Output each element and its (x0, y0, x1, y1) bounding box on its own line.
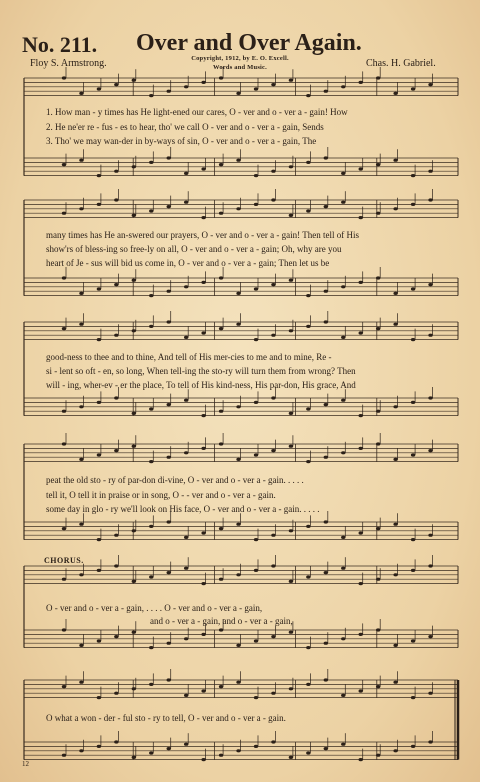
note-head (376, 628, 380, 631)
note-head (341, 536, 345, 539)
note-head (306, 161, 310, 164)
note-head (219, 410, 223, 413)
note-head (79, 458, 83, 461)
note-head (324, 678, 328, 681)
note-head (167, 456, 171, 459)
note-head (149, 407, 153, 410)
lyric-s2-verse1: many times has He an-swered our prayers, O - ver and o - ver a - gain! Then tell of His (46, 230, 359, 240)
note-head (254, 287, 258, 290)
note-head (219, 628, 223, 631)
note-head (428, 534, 432, 537)
note-head (341, 451, 345, 454)
note-head (167, 205, 171, 208)
note-head (167, 642, 171, 645)
note-head (219, 527, 223, 530)
note-head (97, 745, 101, 748)
note-head (167, 320, 171, 323)
note-head (219, 212, 223, 215)
note-head (376, 327, 380, 330)
note-head (271, 170, 275, 173)
note-head (79, 159, 83, 162)
note-head (376, 442, 380, 445)
note-head (79, 681, 83, 684)
note-head (271, 740, 275, 743)
note-head (254, 338, 258, 341)
note-head (376, 410, 380, 413)
note-head (236, 292, 240, 295)
note-head (376, 754, 380, 757)
note-head (306, 407, 310, 410)
note-head (201, 689, 205, 692)
note-head (114, 198, 118, 201)
lyric-s4-verse3: some day in glo - ry we'll look on His face, O - ver and o - ver a - gain. . . . . (46, 504, 320, 514)
music-staff (24, 387, 458, 417)
note-head (132, 279, 136, 282)
note-head (201, 633, 205, 636)
note-head (62, 212, 66, 215)
note-head (219, 442, 223, 445)
note-head (393, 749, 397, 752)
note-head (254, 639, 258, 642)
note-head (393, 681, 397, 684)
note-head (114, 334, 118, 337)
note-head (201, 447, 205, 450)
note-head (62, 276, 66, 279)
note-head (219, 76, 223, 79)
note-head (289, 165, 293, 168)
note-head (271, 635, 275, 638)
note-head (411, 287, 415, 290)
note-head (359, 81, 363, 84)
note-head (62, 685, 66, 688)
page-mark: 12 (22, 760, 29, 768)
note-head (132, 445, 136, 448)
lyric-chorus-line1: O - ver and o - ver a - gain, . . . . O - ver and o - ver a - gain, (46, 603, 263, 613)
note-head (306, 751, 310, 754)
note-head (324, 456, 328, 459)
note-head (79, 644, 83, 647)
note-head (289, 329, 293, 332)
note-head (167, 678, 171, 681)
note-head (324, 90, 328, 93)
note-head (97, 569, 101, 572)
note-head (359, 331, 363, 334)
note-head (359, 758, 363, 761)
note-head (359, 167, 363, 170)
note-head (201, 331, 205, 334)
note-head (289, 687, 293, 690)
note-head (149, 94, 153, 97)
note-head (97, 538, 101, 541)
note-head (324, 571, 328, 574)
note-head (359, 633, 363, 636)
note-head (324, 205, 328, 208)
note-head (376, 276, 380, 279)
note-head (236, 207, 240, 210)
note-head (411, 203, 415, 206)
music-staff (24, 669, 458, 699)
note-head (393, 573, 397, 576)
note-head (201, 531, 205, 534)
note-head (254, 203, 258, 206)
note-head (428, 564, 432, 567)
note-head (236, 644, 240, 647)
lyricist: Floy S. Armstrong. (30, 58, 107, 69)
note-head (428, 83, 432, 86)
note-head (97, 401, 101, 404)
note-head (359, 689, 363, 692)
note-head (201, 81, 205, 84)
note-head (149, 209, 153, 212)
note-head (97, 696, 101, 699)
note-head (149, 294, 153, 297)
note-head (306, 460, 310, 463)
note-head (306, 325, 310, 328)
note-head (149, 325, 153, 328)
note-head (341, 567, 345, 570)
note-head (411, 401, 415, 404)
note-head (289, 756, 293, 759)
note-head (79, 207, 83, 210)
lyric-s3-verse2: si - lent so oft - en, so long, When tell-ing the sto-ry will turn them from wrong? Then (46, 366, 356, 376)
note-head (359, 216, 363, 219)
note-head (149, 575, 153, 578)
note-head (184, 336, 188, 339)
note-head (167, 571, 171, 574)
note-head (184, 637, 188, 640)
note-head (219, 327, 223, 330)
note-head (79, 405, 83, 408)
note-head (167, 747, 171, 750)
note-head (428, 283, 432, 286)
note-head (149, 525, 153, 528)
note-head (79, 523, 83, 526)
lyric-s4-verse2: tell it, O tell it in praise or in song, O - - ver and o - ver a - gain. (46, 490, 276, 500)
note-head (184, 285, 188, 288)
lyric-s2-verse2: show'rs of bless-ing so free-ly on all, O - ver and o - ver a - gain; Oh, why are you (46, 244, 342, 254)
note-head (219, 578, 223, 581)
note-head (359, 281, 363, 284)
note-head (201, 281, 205, 284)
note-head (62, 628, 66, 631)
note-head (341, 743, 345, 746)
note-head (236, 92, 240, 95)
note-head (428, 740, 432, 743)
note-head (114, 283, 118, 286)
note-head (132, 329, 136, 332)
note-head (254, 569, 258, 572)
note-head (62, 754, 66, 757)
note-head (289, 445, 293, 448)
note-head (254, 745, 258, 748)
note-head (428, 449, 432, 452)
note-head (114, 170, 118, 173)
lyric-s3-verse3: will - ing, wher-ev - er the place, To tell of His kind-ness, His par-don, His grace, And (46, 380, 356, 390)
music-staff (24, 731, 458, 761)
note-head (411, 87, 415, 90)
note-head (324, 290, 328, 293)
note-head (411, 453, 415, 456)
note-head (393, 159, 397, 162)
note-head (306, 294, 310, 297)
note-head (114, 740, 118, 743)
note-head (132, 631, 136, 634)
note-head (62, 327, 66, 330)
note-head (97, 639, 101, 642)
note-head (376, 578, 380, 581)
note-head (306, 575, 310, 578)
note-head (254, 174, 258, 177)
note-head (149, 646, 153, 649)
note-head (341, 85, 345, 88)
note-head (167, 90, 171, 93)
note-head (201, 414, 205, 417)
note-head (254, 453, 258, 456)
note-head (271, 692, 275, 695)
note-head (271, 334, 275, 337)
note-head (359, 447, 363, 450)
note-head (393, 92, 397, 95)
note-head (184, 694, 188, 697)
lyric-chorus-line3: O what a won - der - ful sto - ry to tell, O - ver and o - ver a - gain. (46, 713, 286, 723)
note-head (167, 290, 171, 293)
note-head (114, 83, 118, 86)
note-head (271, 449, 275, 452)
note-head (114, 396, 118, 399)
note-head (411, 338, 415, 341)
composer: Chas. H. Gabriel. (366, 58, 436, 69)
note-head (97, 174, 101, 177)
note-head (393, 523, 397, 526)
note-head (411, 639, 415, 642)
note-head (428, 692, 432, 695)
note-head (62, 578, 66, 581)
note-head (289, 580, 293, 583)
note-head (79, 749, 83, 752)
note-head (324, 520, 328, 523)
note-head (184, 399, 188, 402)
note-head (254, 87, 258, 90)
note-head (114, 534, 118, 537)
note-head (254, 401, 258, 404)
note-head (62, 527, 66, 530)
note-head (132, 165, 136, 168)
note-head (428, 170, 432, 173)
note-head (254, 696, 258, 699)
note-head (271, 564, 275, 567)
note-head (271, 396, 275, 399)
note-head (376, 527, 380, 530)
note-head (341, 694, 345, 697)
lyric-s2-verse3: heart of Je - sus will bid us come in, O - ver and o - ver a - gain; Then let us be (46, 258, 330, 268)
note-head (341, 172, 345, 175)
note-head (306, 683, 310, 686)
note-head (149, 683, 153, 686)
note-head (114, 564, 118, 567)
note-head (306, 209, 310, 212)
note-head (236, 573, 240, 576)
note-head (376, 212, 380, 215)
note-head (184, 743, 188, 746)
note-head (184, 536, 188, 539)
note-head (411, 569, 415, 572)
note-head (132, 214, 136, 217)
note-head (376, 163, 380, 166)
note-head (306, 94, 310, 97)
note-head (428, 635, 432, 638)
note-head (132, 529, 136, 532)
note-head (79, 92, 83, 95)
lyric-s3-verse1: good-ness to thee and to thine, And tell of His mer-cies to me and to mine, Re - (46, 352, 332, 362)
note-head (289, 214, 293, 217)
note-head (184, 85, 188, 88)
note-head (219, 685, 223, 688)
note-head (132, 580, 136, 583)
note-head (324, 642, 328, 645)
note-head (289, 631, 293, 634)
note-head (62, 410, 66, 413)
music-staff (24, 433, 458, 463)
note-head (132, 687, 136, 690)
note-head (411, 745, 415, 748)
note-head (236, 159, 240, 162)
note-head (341, 399, 345, 402)
note-head (306, 525, 310, 528)
note-head (428, 334, 432, 337)
note-head (289, 79, 293, 82)
note-head (149, 751, 153, 754)
note-head (393, 644, 397, 647)
note-head (359, 531, 363, 534)
note-head (62, 76, 66, 79)
note-head (236, 681, 240, 684)
note-head (271, 283, 275, 286)
note-head (79, 573, 83, 576)
note-head (201, 167, 205, 170)
hymn-number: No. 211. (22, 32, 98, 57)
lyric-s4-verse1: peat the old sto - ry of par-don di-vine, O - ver and o - ver a - gain. . . . . (46, 475, 304, 485)
lyric-s1-verse1: 1. How man - y times has He light-ened our cares, O - ver and o - ver a - gain! How (46, 107, 348, 117)
note-head (79, 323, 83, 326)
music-staff (24, 147, 458, 177)
lyric-chorus-line2: and o - ver a - gain, and o - ver a - gain, (150, 616, 293, 626)
note-head (411, 174, 415, 177)
note-head (97, 287, 101, 290)
note-head (359, 582, 363, 585)
note-head (201, 758, 205, 761)
note-head (271, 83, 275, 86)
note-head (236, 405, 240, 408)
note-head (114, 635, 118, 638)
note-head (62, 163, 66, 166)
copyright-line: Copyright, 1912, by E. O. Excell. (191, 55, 289, 62)
music-staff (24, 555, 458, 585)
chorus-label: CHORUS. (44, 556, 84, 565)
note-head (219, 276, 223, 279)
note-head (376, 685, 380, 688)
hymn-title: Over and Over Again. (136, 30, 362, 56)
music-staff (24, 267, 458, 297)
note-head (324, 320, 328, 323)
note-head (114, 692, 118, 695)
note-head (341, 285, 345, 288)
note-head (411, 696, 415, 699)
note-head (167, 156, 171, 159)
note-head (393, 323, 397, 326)
note-head (411, 538, 415, 541)
note-head (324, 156, 328, 159)
note-head (236, 323, 240, 326)
note-head (184, 201, 188, 204)
note-head (184, 451, 188, 454)
note-head (184, 567, 188, 570)
note-head (97, 203, 101, 206)
copyright-notice (160, 54, 320, 72)
note-head (341, 336, 345, 339)
note-head (236, 523, 240, 526)
note-head (393, 458, 397, 461)
note-head (428, 396, 432, 399)
note-head (359, 414, 363, 417)
note-head (219, 163, 223, 166)
note-head (376, 76, 380, 79)
lyric-s1-verse2: 2. He ne'er re - fus - es to hear, tho' we call O - ver and o - ver a - gain, Sends (46, 122, 324, 132)
note-head (79, 292, 83, 295)
note-head (167, 520, 171, 523)
note-head (97, 87, 101, 90)
note-head (306, 646, 310, 649)
note-head (271, 534, 275, 537)
note-head (201, 216, 205, 219)
note-head (254, 538, 258, 541)
note-head (341, 201, 345, 204)
note-head (289, 279, 293, 282)
note-head (236, 749, 240, 752)
music-staff (24, 189, 458, 219)
music-staff (24, 311, 458, 341)
note-head (236, 458, 240, 461)
note-head (132, 79, 136, 82)
note-head (114, 449, 118, 452)
note-head (289, 529, 293, 532)
note-head (219, 754, 223, 757)
note-head (149, 161, 153, 164)
note-head (393, 292, 397, 295)
note-head (167, 403, 171, 406)
note-head (324, 403, 328, 406)
note-head (132, 756, 136, 759)
music-staff (24, 511, 458, 541)
note-head (132, 412, 136, 415)
note-head (341, 637, 345, 640)
words-music-line: Words and Music. (213, 64, 267, 71)
note-head (201, 582, 205, 585)
note-head (149, 460, 153, 463)
note-head (62, 442, 66, 445)
note-head (97, 338, 101, 341)
note-head (184, 172, 188, 175)
note-head (393, 405, 397, 408)
note-head (271, 198, 275, 201)
note-head (97, 453, 101, 456)
note-head (289, 412, 293, 415)
note-head (324, 747, 328, 750)
note-head (428, 198, 432, 201)
lyric-s1-verse3: 3. Tho' we may wan-der in by-ways of sin, O - ver and o - ver a - gain, The (46, 136, 317, 146)
note-head (393, 207, 397, 210)
